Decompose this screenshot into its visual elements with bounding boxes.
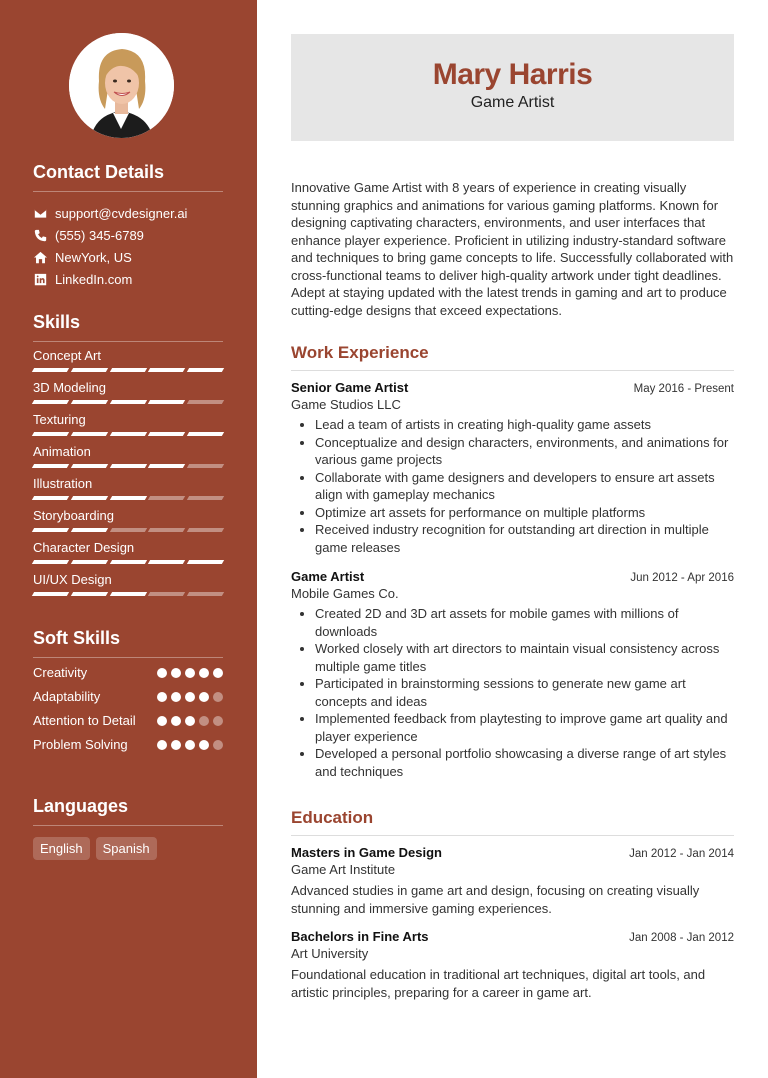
- soft-skill-item: [33, 736, 223, 754]
- skill-name: Texturing: [33, 412, 86, 427]
- soft-skill-rating: [157, 736, 223, 750]
- skills-list: [33, 348, 223, 598]
- skill-level-segment: [32, 368, 69, 372]
- skill-level-segment: [32, 592, 69, 596]
- job-entry: [291, 569, 734, 780]
- rating-dot: [171, 692, 181, 702]
- rating-dot: [213, 716, 223, 726]
- skill-item: [33, 476, 223, 502]
- job-role: Senior Game Artist: [291, 380, 409, 395]
- skill-level-bar: [33, 368, 223, 372]
- candidate-title: Game Artist: [470, 94, 555, 111]
- education-dates: Jan 2008 - Jan 2012: [629, 932, 734, 944]
- skill-name: 3D Modeling: [33, 380, 106, 395]
- skill-level-bar: [33, 592, 223, 596]
- profile-summary: Innovative Game Artist with 8 years of experience in creating visually stunning graphics and animations for various gaming platforms. Known for designing captivating characters, environments, and user interfaces that enhance player experience. Proficient in utilizing industry-standard software and techniques to bring game concepts to life. Successfully collaborated with cross-functional teams to deliver high-quality artwork under tight deadlines. Adept at staying updated with the latest trends in gaming and art to produce cutting-edge designs that exceed expectations.: [291, 180, 734, 318]
- education-heading: Education: [291, 808, 734, 836]
- skill-level-segment: [148, 528, 185, 532]
- skill-level-segment: [148, 592, 185, 596]
- soft-skill-name: Problem Solving: [33, 737, 128, 752]
- education-entry: [291, 929, 734, 1001]
- job-bullet: • Implemented feedback from playtesting to improve game art quality and player experience: [315, 710, 734, 745]
- contact-heading: Contact Details: [33, 162, 223, 192]
- rating-dot: [185, 692, 195, 702]
- job-role: Game Artist: [291, 569, 365, 584]
- skill-level-segment: [71, 368, 108, 372]
- skills-section: [33, 312, 223, 598]
- education-description: Foundational education in traditional art techniques, digital art tools, and artistic principles, preparing for a career in game art.: [291, 967, 706, 1000]
- job-bullet: • Worked closely with art directors to maintain visual consistency across multiple game titles: [315, 640, 734, 675]
- education-dates: Jan 2012 - Jan 2014: [629, 848, 734, 860]
- job-bullet: • Created 2D and 3D art assets for mobile games with millions of downloads: [315, 605, 734, 640]
- skill-level-segment: [32, 464, 69, 468]
- soft-skills-list: [33, 664, 223, 754]
- skill-level-segment: [109, 528, 146, 532]
- skill-level-segment: [148, 560, 185, 564]
- soft-skill-name: Attention to Detail: [33, 713, 136, 728]
- soft-skill-name: Adaptability: [33, 689, 101, 704]
- skill-level-segment: [109, 496, 146, 500]
- envelope-icon: [33, 206, 47, 220]
- skill-level-segment: [187, 560, 224, 564]
- skill-level-segment: [71, 592, 108, 596]
- rating-dot: [199, 692, 209, 702]
- rating-dot: [185, 740, 195, 750]
- education-description: Advanced studies in game art and design, focusing on creating visually stunning and immersive gaming experiences.: [291, 883, 700, 916]
- contact-linkedin[interactable]: [33, 268, 223, 290]
- skill-name: Character Design: [33, 540, 135, 555]
- job-dates: May 2016 - Present: [633, 383, 734, 395]
- skill-item: [33, 348, 223, 374]
- sidebar: [0, 0, 257, 1078]
- school-name: Game Art Institute: [291, 862, 396, 877]
- skill-level-segment: [32, 528, 69, 532]
- skill-level-segment: [187, 528, 224, 532]
- rating-dot: [157, 740, 167, 750]
- rating-dot: [157, 668, 167, 678]
- skill-level-segment: [148, 400, 185, 404]
- skill-level-segment: [71, 528, 108, 532]
- skill-level-segment: [71, 400, 108, 404]
- skill-level-bar: [33, 496, 223, 500]
- contact-linkedin-text: LinkedIn.com: [55, 271, 133, 287]
- rating-dot: [185, 668, 195, 678]
- skill-name: Animation: [33, 444, 91, 459]
- skill-item: [33, 444, 223, 470]
- job-dates: Jun 2012 - Apr 2016: [630, 572, 734, 584]
- soft-skills-heading: Soft Skills: [33, 628, 223, 658]
- job-entry: [291, 380, 734, 556]
- rating-dot: [157, 716, 167, 726]
- skill-level-bar: [33, 464, 223, 468]
- skill-level-segment: [32, 432, 69, 436]
- soft-skill-rating: [157, 712, 223, 726]
- rating-dot: [213, 692, 223, 702]
- rating-dot: [199, 740, 209, 750]
- skill-level-segment: [71, 496, 108, 500]
- education-entry: [291, 845, 734, 917]
- name-header: [291, 34, 734, 141]
- job-bullets: [291, 416, 734, 556]
- soft-skills-section: [33, 628, 223, 754]
- soft-skill-rating: [157, 688, 223, 702]
- skill-item: [33, 572, 223, 598]
- rating-dot: [213, 740, 223, 750]
- rating-dot: [199, 668, 209, 678]
- skill-level-segment: [32, 560, 69, 564]
- skill-level-segment: [109, 368, 146, 372]
- rating-dot: [171, 668, 181, 678]
- skill-level-segment: [109, 464, 146, 468]
- home-icon: [33, 250, 47, 264]
- skill-level-segment: [187, 496, 224, 500]
- skill-level-bar: [33, 528, 223, 532]
- linkedin-icon: [33, 272, 47, 286]
- rating-dot: [171, 740, 181, 750]
- job-bullet: • Lead a team of artists in creating high-quality game assets: [315, 416, 734, 434]
- skill-level-segment: [187, 464, 224, 468]
- degree-name: Bachelors in Fine Arts: [291, 929, 429, 944]
- job-bullet: • Optimize art assets for performance on multiple platforms: [315, 504, 734, 522]
- skill-level-bar: [33, 400, 223, 404]
- skill-name: Storyboarding: [33, 508, 114, 523]
- skill-level-segment: [109, 432, 146, 436]
- language-chip-english: English: [33, 837, 90, 860]
- skill-level-segment: [109, 560, 146, 564]
- languages-heading: Languages: [33, 796, 223, 826]
- rating-dot: [185, 716, 195, 726]
- job-bullet: • Participated in brainstorming sessions to generate new game art concepts and ideas: [315, 675, 734, 710]
- soft-skill-rating: [157, 664, 223, 678]
- work-experience-heading: Work Experience: [291, 343, 734, 371]
- job-bullet: • Developed a personal portfolio showcasing a diverse range of art styles and techniques: [315, 745, 734, 780]
- rating-dot: [157, 692, 167, 702]
- job-bullet: • Collaborate with game designers and developers to ensure art assets align with gameplay mechanics: [315, 469, 734, 504]
- skill-level-segment: [32, 400, 69, 404]
- skill-level-segment: [71, 432, 108, 436]
- skill-level-segment: [109, 400, 146, 404]
- school-name: Art University: [291, 946, 369, 961]
- skill-level-segment: [71, 464, 108, 468]
- soft-skill-item: [33, 688, 223, 706]
- skill-level-segment: [187, 400, 224, 404]
- skill-level-segment: [148, 432, 185, 436]
- skill-level-segment: [109, 592, 146, 596]
- rating-dot: [213, 668, 223, 678]
- soft-skill-item: [33, 664, 223, 682]
- skill-level-bar: [33, 432, 223, 436]
- contact-phone-text: (555) 345-6789: [55, 227, 144, 243]
- skill-level-segment: [187, 368, 224, 372]
- skill-item: [33, 508, 223, 534]
- candidate-name: Mary Harris: [432, 58, 593, 91]
- skill-name: Concept Art: [33, 348, 101, 363]
- rating-dot: [199, 716, 209, 726]
- job-company: Game Studios LLC: [291, 397, 401, 412]
- skill-level-segment: [187, 592, 224, 596]
- profile-photo: [69, 33, 174, 138]
- job-bullet: • Conceptualize and design characters, environments, and animations for various game projects: [315, 434, 734, 469]
- contact-location-text: NewYork, US: [55, 249, 132, 265]
- phone-icon: [33, 228, 47, 242]
- job-bullets: [291, 605, 734, 780]
- skill-item: [33, 412, 223, 438]
- skills-heading: Skills: [33, 312, 223, 342]
- job-company: Mobile Games Co.: [291, 586, 399, 601]
- skill-level-bar: [33, 560, 223, 564]
- skill-name: Illustration: [33, 476, 93, 491]
- skill-level-segment: [187, 432, 224, 436]
- skill-level-segment: [148, 368, 185, 372]
- contact-email-text: support@cvdesigner.ai: [55, 205, 188, 221]
- soft-skill-name: Creativity: [33, 665, 88, 680]
- contact-section: [33, 162, 223, 290]
- job-bullet: • Received industry recognition for outstanding art direction in multiple game releases: [315, 521, 734, 556]
- contact-location: [33, 246, 223, 268]
- language-chip-spanish: Spanish: [96, 837, 157, 860]
- skill-item: [33, 380, 223, 406]
- degree-name: Masters in Game Design: [291, 845, 442, 860]
- contact-email[interactable]: [33, 202, 223, 224]
- skill-level-segment: [32, 496, 69, 500]
- languages-section: [33, 796, 223, 860]
- contact-phone[interactable]: [33, 224, 223, 246]
- skill-level-segment: [71, 560, 108, 564]
- skill-item: [33, 540, 223, 566]
- skill-name: UI/UX Design: [33, 572, 112, 587]
- soft-skill-item: [33, 712, 223, 730]
- rating-dot: [171, 716, 181, 726]
- skill-level-segment: [148, 496, 185, 500]
- skill-level-segment: [148, 464, 185, 468]
